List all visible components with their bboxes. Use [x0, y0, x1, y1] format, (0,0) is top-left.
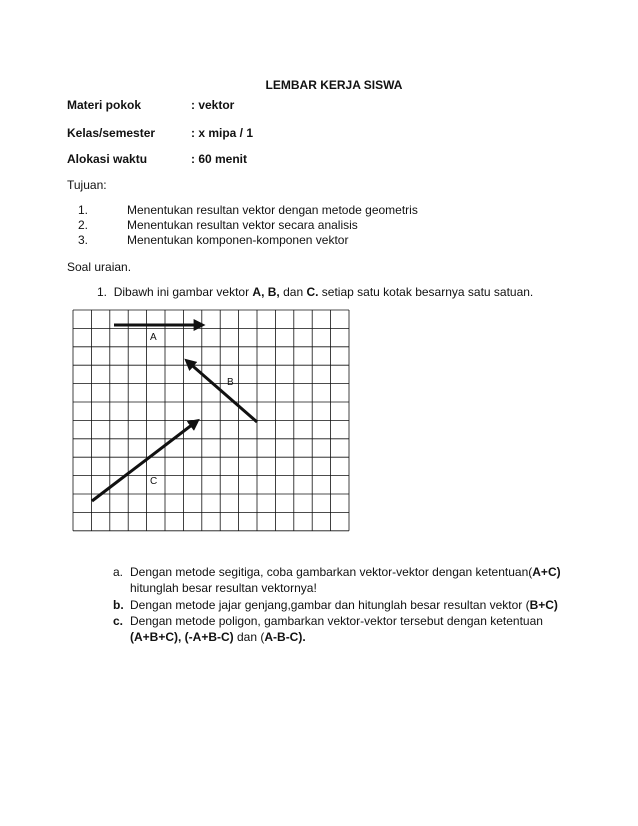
- problem-text-bold-c: C.: [306, 285, 319, 299]
- objective-number: 3.: [78, 233, 89, 247]
- question-a-line1: Dengan metode segitiga, coba gambarkan vektor-vektor dengan ketentuan(A+C): [130, 565, 561, 579]
- vector-b-arrow: [187, 361, 257, 422]
- problem-text-bold-ab: A, B,: [252, 285, 280, 299]
- problem-text-pre: Dibawh ini gambar vektor: [113, 285, 253, 299]
- question-b-letter: b.: [113, 598, 124, 612]
- tujuan-heading: Tujuan:: [67, 178, 107, 192]
- objective-text: Menentukan komponen-komponen vektor: [127, 233, 349, 247]
- meta-value-alokasi: : 60 menit: [191, 152, 248, 166]
- problem-number: 1.: [97, 285, 108, 299]
- soal-heading: Soal uraian.: [67, 260, 132, 274]
- vector-c-arrow: [92, 421, 197, 501]
- meta-label-materi: Materi pokok: [67, 98, 142, 112]
- question-c-line1: Dengan metode poligon, gambarkan vektor-vektor tersebut dengan ketentuan: [130, 614, 543, 628]
- page-title: LEMBAR KERJA SISWA: [265, 78, 403, 92]
- objective-number: 2.: [78, 218, 89, 232]
- meta-label-alokasi: Alokasi waktu: [67, 152, 148, 166]
- problem-text-post: setiap satu kotak besarnya satu satuan.: [318, 285, 534, 299]
- vector-a-label: A: [150, 332, 157, 343]
- question-c-letter: c.: [113, 614, 124, 628]
- question-b-text: Dengan metode jajar genjang,gambar dan hitunglah besar resultan vektor (B+C): [130, 598, 558, 612]
- problem-text-mid: dan: [279, 285, 307, 299]
- question-a-line2: hitunglah besar resultan vektornya!: [130, 581, 317, 595]
- meta-label-kelas: Kelas/semester: [67, 126, 156, 140]
- grid-lines: [73, 310, 349, 531]
- meta-value-kelas: : x mipa / 1: [191, 126, 254, 140]
- objective-text: Menentukan resultan vektor dengan metode geometris: [127, 203, 418, 217]
- objective-number: 1.: [78, 203, 89, 217]
- objective-text: Menentukan resultan vektor secara analisis: [127, 218, 358, 232]
- question-a-letter: a.: [113, 565, 124, 579]
- vector-c-label: C: [150, 476, 158, 487]
- meta-value-materi: : vektor: [191, 98, 235, 112]
- vector-b-label: B: [227, 377, 234, 388]
- question-c-line2: (A+B+C), (-A+B-C) dan (A-B-C).: [130, 630, 306, 644]
